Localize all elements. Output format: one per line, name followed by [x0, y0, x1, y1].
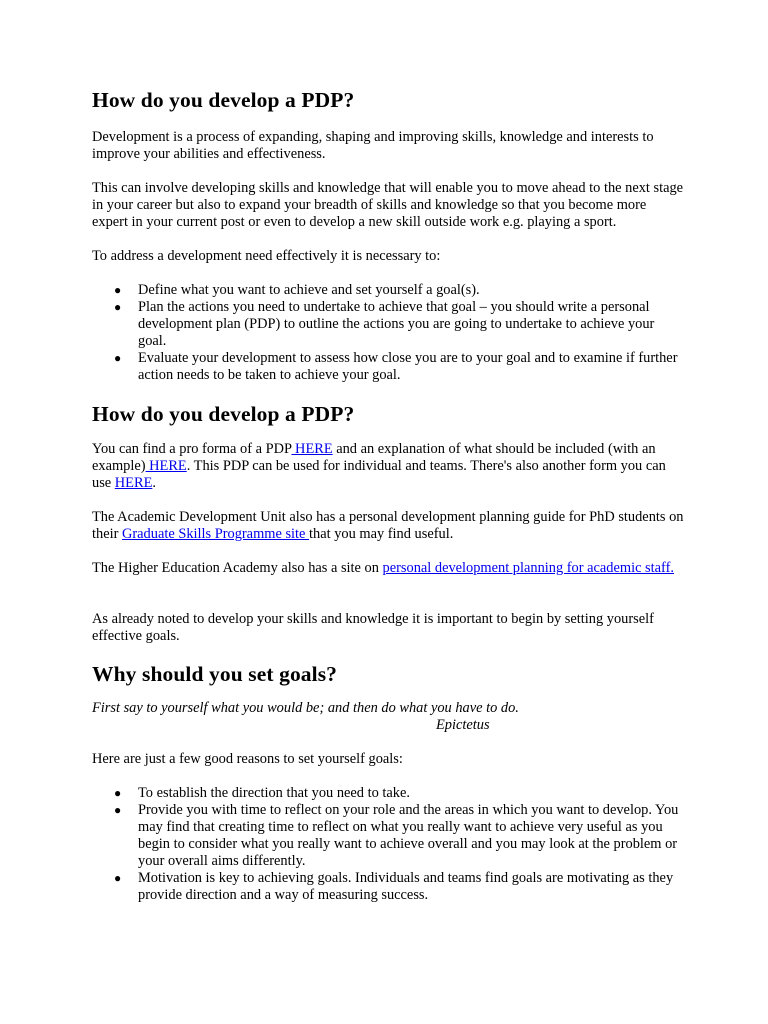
- bullet-icon: ●: [114, 300, 122, 314]
- paragraph-hea-site: The Higher Education Academy also has a site on personal development planning for academic staff.: [92, 560, 674, 576]
- list-item: ● Motivation is key to achieving goals. Individuals and teams find goals are motivating as they provide direction and a way of measuring success.: [114, 870, 674, 903]
- list-item: ● Provide you with time to reflect on your role and the areas in which you want to develop. You may find that creating time to reflect on what you really want to achieve very useful as you begin to consider what you really want to achieve overall and you may look at the problem or your overall aims differently.: [114, 802, 679, 869]
- bullet-icon: ●: [114, 786, 122, 800]
- pdp-explanation-link[interactable]: HERE: [145, 458, 187, 474]
- paragraph-address-need: To address a development need effectively it is necessary to:: [92, 248, 441, 264]
- document-content: [92, 88, 684, 904]
- list-item: ● To establish the direction that you need to take.: [114, 785, 410, 801]
- bullet-icon: ●: [114, 871, 122, 885]
- bullet-icon: ●: [114, 351, 122, 365]
- pdp-pro-forma-link[interactable]: HERE: [291, 441, 333, 457]
- list-item: ● Evaluate your development to assess how close you are to your goal and to examine if further action needs to be taken to achieve your goal.: [114, 350, 678, 383]
- section-heading-develop-pdp-2: How do you develop a PDP?: [92, 402, 355, 426]
- development-steps-list: [92, 282, 684, 384]
- paragraph-development-definition: Development is a process of expanding, shaping and improving skills, knowledge and interests to improve your abilities and effectiveness.: [92, 129, 654, 162]
- paragraph-setting-goals: As already noted to develop your skills and knowledge it is important to begin by setting yourself effective goals.: [92, 611, 654, 644]
- pdp-academic-staff-link[interactable]: personal development planning for academic staff.: [382, 560, 674, 576]
- paragraph-development-scope: This can involve developing skills and knowledge that will enable you to move ahead to the next stage in your career but also to expand your breadth of skills and knowledge so that you become more expert in your current post or even to develop a new skill outside work e.g. playing a sport.: [92, 180, 684, 230]
- paragraph-pro-forma: You can find a pro forma of a PDP HERE and an explanation of what should be included (with an example) HERE. This PDP can be used for individual and teams. There's also another form you can use HERE.: [92, 441, 666, 491]
- section-heading-develop-pdp: How do you develop a PDP?: [92, 88, 355, 112]
- paragraph-adu-guide: The Academic Development Unit also has a personal development planning guide for PhD students on their Graduate Skills Programme site that you may find useful.: [92, 509, 684, 542]
- quote-author: Epictetus: [436, 717, 490, 733]
- list-item: ● Define what you want to achieve and set yourself a goal(s).: [114, 282, 480, 298]
- epictetus-quote: First say to yourself what you would be; and then do what you have to do.: [92, 700, 519, 716]
- graduate-skills-link[interactable]: Graduate Skills Programme site: [121, 526, 310, 542]
- list-item: ● Plan the actions you need to undertake to achieve that goal – you should write a personal development plan (PDP) to outline the actions you are going to undertake to achieve your goal.: [114, 299, 655, 349]
- paragraph-reasons-intro: Here are just a few good reasons to set yourself goals:: [92, 751, 403, 767]
- another-form-link[interactable]: HERE: [114, 475, 153, 491]
- goal-reasons-list: [92, 785, 684, 904]
- bullet-icon: ●: [114, 283, 122, 297]
- section-heading-set-goals: Why should you set goals?: [92, 662, 338, 686]
- bullet-icon: ●: [114, 803, 122, 817]
